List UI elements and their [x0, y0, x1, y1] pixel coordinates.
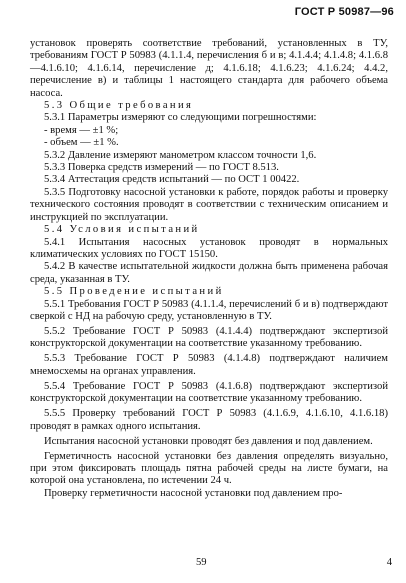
- paragraph-5-3-4: 5.3.4 Аттестация средств испытаний — по ОСТ 1 00422.: [44, 174, 300, 186]
- paragraph-pressure-tests: Испытания насосной установки проводят без давления и под давлением.: [44, 435, 373, 447]
- section-heading-5-5: 5.5 Проведение испытаний: [44, 286, 224, 298]
- paragraph-tightness-under-pressure: Проверку герметичности насосной установки под давлением про-: [44, 487, 343, 499]
- paragraph-5-4-2: 5.4.2 В качестве испытательной жидкости должна быть применена рабочая среда, указанная в ТУ.: [30, 261, 388, 285]
- paragraph-5-3-5: 5.3.5 Подготовку насосной установки к работе, порядок работы и проверку технического состояния проводят в соответствии с техническим описанием и инструкцией по эксплуатации.: [30, 186, 388, 223]
- paragraph-5-3-1: 5.3.1 Параметры измеряют со следующими погрешностями:: [44, 112, 317, 124]
- list-item-time: - время — ±1 %;: [44, 124, 119, 136]
- paragraph-5-3-3: 5.3.3 Поверка средств измерений — по ГОСТ 8.513.: [44, 162, 279, 174]
- paragraph-continuation: установок проверять соответствие требований, установленных в ТУ, требованиям ГОСТ Р 50983 (4.1.1.4, перечисления б и в; 4.1.4.4; 4.1.4.8; 4.1.6.8—4.1.6.10; 4.1.6.14, перечисление д; 4.1.6.18; 4.1.6.23; 4.1.6.24; 4.4.2, перечисление в) и таблицы 1 настоящего стандарта для рабочего объема насоса.: [30, 38, 388, 99]
- paragraph-5-5-1: 5.5.1 Требования ГОСТ Р 50983 (4.1.1.4, перечислений б и в) подтверждают сверкой с НД на рабочую среду, установленную в ТУ.: [30, 298, 388, 322]
- document-header: ГОСТ Р 50987—96: [294, 6, 394, 18]
- section-heading-5-4: 5.4 Условия испытаний: [44, 224, 200, 236]
- paragraph-5-5-2: 5.5.2 Требование ГОСТ Р 50983 (4.1.4.4) подтверждают экспертизой конструкторской документации на соответствие указанному требованию.: [30, 325, 388, 350]
- page-number: 59: [196, 557, 207, 568]
- paragraph-5-4-1: 5.4.1 Испытания насосных установок проводят в нормальных климатических условиях по ГОСТ 15150.: [30, 236, 388, 260]
- paragraph-5-3-2: 5.3.2 Давление измеряют манометром классом точности 1,6.: [44, 149, 317, 161]
- paragraph-5-5-3: 5.5.3 Требование ГОСТ Р 50983 (4.1.4.8) подтверждают наличием мнемосхемы на органах управления.: [30, 353, 388, 377]
- document-body: [30, 38, 388, 500]
- paragraph-5-5-4: 5.5.4 Требование ГОСТ Р 50983 (4.1.6.8) подтверждают экспертизой конструкторской документации на соответствие указанному требованию.: [30, 380, 388, 405]
- section-heading-5-3: 5.3 Общие требования: [44, 100, 194, 112]
- sheet-number: 4: [386, 557, 392, 568]
- list-item-volume: - объем — ±1 %.: [44, 137, 119, 149]
- paragraph-tightness-without-pressure: Герметичность насосной установки без давления определять визуально, при этом фиксировать площадь пятна рабочей среды на листе бумаги, на которой она установлена, по истечении 24 ч.: [30, 450, 388, 487]
- paragraph-5-5-5: 5.5.5 Проверку требований ГОСТ Р 50983 (4.1.6.9, 4.1.6.10, 4.1.6.18) проводят в рамках одного испытания.: [30, 408, 388, 432]
